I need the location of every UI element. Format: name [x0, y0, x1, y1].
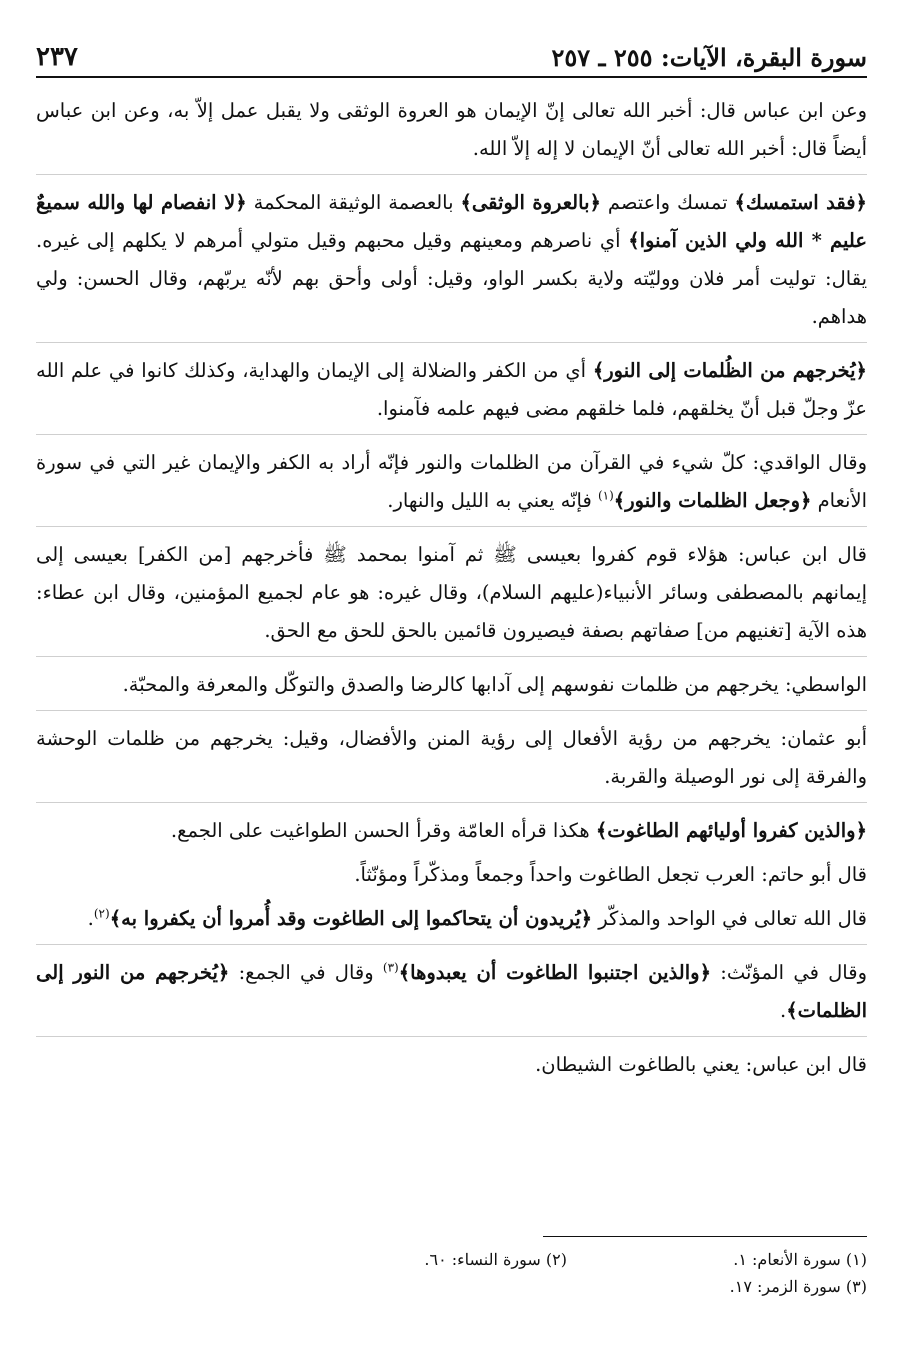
- footnote: (٣) سورة الزمر: ١٧.: [729, 1277, 867, 1296]
- footnote-marker: (٢): [93, 906, 110, 921]
- footnote-divider: [543, 1236, 867, 1237]
- text-run: قال ابن عباس: هؤلاء قوم كفروا بعيسى ﷺ ثم آمنوا بمحمد ﷺ فأخرجهم [من الكفر] بعيسى إلى إيمانهم بالمصطفى وسائر الأنبياء(عليهم السلام)، وقال غيره: هو عام لجميع المؤمنين، وقال ابن عطاء: هذه الآية [تغنيهم من] صفاتهم بصفة فيصيرون قائمين بالحق للحق مع الحق.: [36, 543, 867, 642]
- paragraph: [36, 954, 867, 1037]
- paragraph: [36, 720, 867, 803]
- page-number: ٢٣٧: [36, 42, 78, 72]
- text-run: قال أبو حاتم: العرب تجعل الطاغوت واحداً وجمعاً ومذكّراً ومؤنّثاً.: [354, 863, 867, 886]
- paragraph: [36, 666, 867, 711]
- footnote-marker: (٣): [382, 960, 399, 975]
- footnotes: [36, 1246, 867, 1300]
- quran-quote: ﴿يُريدون أن يتحاكموا إلى الطاغوت وقد أُمروا أن يكفروا به﴾: [109, 907, 593, 930]
- text-run: .: [779, 999, 787, 1022]
- quran-quote: ﴿لا انفصام لها والله سميعٌ عليم * الله ولي الذين آمنوا﴾: [36, 191, 867, 252]
- running-header: [36, 34, 867, 78]
- text-run: قال ابن عباس: يعني بالطاغوت الشيطان.: [535, 1053, 867, 1076]
- text-run: أي من الكفر والضلالة إلى الإيمان والهداية، وكذلك كانوا في علم الله عزّ وجلّ قبل أنّ يخلقهم، فلما خلقهم مضى فيهم علمه فآمنوا.: [36, 359, 867, 420]
- quran-quote: ﴿والذين اجتنبوا الطاغوت أن يعبدوها﴾: [398, 961, 712, 984]
- paragraph: [36, 900, 867, 945]
- footnote-row: [36, 1273, 867, 1300]
- main-text: [36, 92, 867, 1090]
- text-run: أبو عثمان: يخرجهم من رؤية الأفعال إلى رؤية المنن والأفضال، وقيل: يخرجهم من ظلمات الوحشة والفرقة إلى نور الوصيلة والقربة.: [36, 727, 867, 788]
- quran-quote: ﴿يُخرجهم من الظُلمات إلى النور﴾: [592, 359, 867, 382]
- quran-quote: ﴿والذين كفروا أوليائهم الطاغوت﴾: [595, 819, 867, 842]
- quran-quote: ﴿وجعل الظلمات والنور﴾: [613, 489, 812, 512]
- paragraph: [36, 352, 867, 435]
- paragraph: [36, 856, 867, 900]
- text-run: وقال في الجمع:: [229, 961, 383, 984]
- surah-title: سورة البقرة، الآيات: ٢٥٥ ـ ٢٥٧: [551, 43, 867, 72]
- text-run: فإنّه يعني به الليل والنهار.: [387, 489, 598, 512]
- quran-quote: ﴿فقد استمسك﴾: [734, 191, 867, 214]
- text-run: الواسطي: يخرجهم من ظلمات نفوسهم إلى آدابها كالرضا والصدق والتوكّل والمعرفة والمحبّة.: [122, 673, 867, 696]
- footnote: (٢) سورة النساء: ٦٠.: [424, 1250, 567, 1269]
- footnote-marker: (١): [597, 488, 614, 503]
- text-run: هكذا قرأه العامّة وقرأ الحسن الطواغيت على الجمع.: [170, 819, 596, 842]
- text-run: وعن ابن عباس قال: أخبر الله تعالى إنّ الإيمان هو العروة الوثقى ولا يقبل عمل إلاّ به، وعن ابن عباس أيضاً قال: أخبر الله تعالى أنّ الإيمان لا إله إلاّ الله.: [36, 99, 867, 160]
- paragraph: [36, 184, 867, 343]
- paragraph: [36, 92, 867, 175]
- text-run: بالعصمة الوثيقة المحكمة: [246, 191, 461, 214]
- footnote-row: [36, 1246, 867, 1273]
- text-run: تمسك واعتصم: [600, 191, 735, 214]
- paragraph: [36, 1046, 867, 1090]
- quran-quote: ﴿يُخرجهم من النور إلى الظلمات﴾: [36, 961, 867, 1022]
- quran-quote: ﴿بالعروة الوثقى﴾: [460, 191, 601, 214]
- text-run: قال الله تعالى في الواحد والمذكّر: [592, 907, 867, 930]
- paragraph: [36, 444, 867, 527]
- paragraph: [36, 536, 867, 657]
- text-run: وقال في المؤنّث:: [711, 961, 867, 984]
- text-run: أي ناصرهم ومعينهم وقيل محبهم وقيل متولي أمرهم لا يكلهم إلى غيره. يقال: توليت أمر فلان ووليّته ولاية بكسر الواو، وقيل: أولى وأحق بهم لأنّه يربّهم، وقال الحسن: ولي هداهم.: [36, 229, 867, 328]
- footnote: (١) سورة الأنعام: ١.: [733, 1250, 867, 1269]
- text-run: .: [87, 907, 94, 930]
- text-run: وقال الواقدي: كلّ شيء في القرآن من الظلمات والنور فإنّه أراد به الكفر والإيمان غير التي في سورة الأنعام: [36, 451, 867, 512]
- paragraph: [36, 812, 867, 856]
